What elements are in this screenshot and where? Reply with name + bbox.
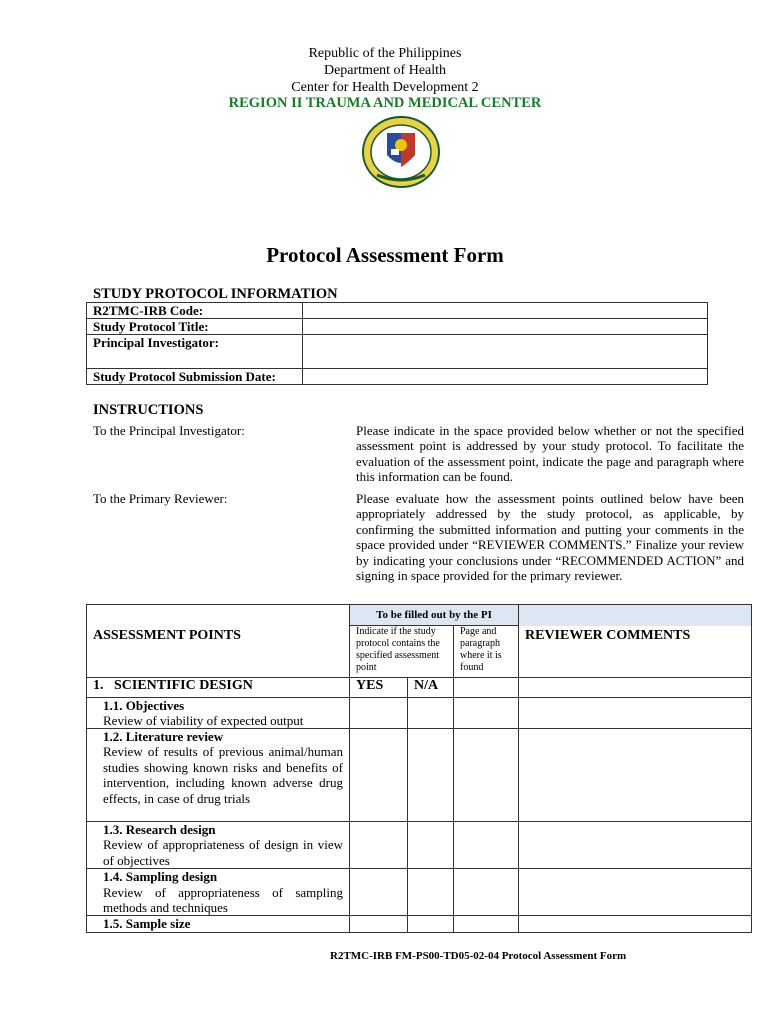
yes-cell[interactable] [350, 869, 408, 916]
comments-cell[interactable] [519, 869, 752, 916]
form-footer: R2TMC-IRB FM-PS00-TD05-02-04 Protocol Assessment Form [330, 950, 627, 962]
pi-instruction-text: Please indicate in the space provided below whether or not the specified assessment point is addressed by your study protocol. To facilitate the evaluation of the assessment point, indicate the page and paragraph where this information can be found. [356, 423, 744, 485]
na-column-header: N/A [408, 678, 454, 698]
page-cell[interactable] [454, 698, 519, 729]
yes-cell[interactable] [350, 822, 408, 869]
protocol-title-field[interactable] [303, 319, 708, 335]
field-row-title [87, 319, 708, 335]
comments-cell[interactable] [519, 916, 752, 933]
comments-cell[interactable] [519, 698, 752, 729]
page-column-header: Page and paragraph where it is found [454, 626, 519, 678]
header-line-3: Center for Health Development 2 [291, 80, 479, 95]
table-row [87, 729, 752, 822]
header-line-2: Department of Health [323, 63, 447, 78]
na-cell[interactable] [408, 822, 454, 869]
item-title: 1.4. Sampling design [103, 869, 218, 885]
yes-cell[interactable] [350, 916, 408, 933]
field-row-pi [87, 335, 708, 369]
assessment-points-header: ASSESSMENT POINTS [87, 626, 350, 678]
item-title: 1.3. Research design [103, 822, 216, 837]
yes-column-header: YES [350, 678, 408, 698]
reviewer-instruction-label: To the Primary Reviewer: [93, 491, 228, 506]
pi-section-header: To be filled out by the PI [350, 605, 519, 626]
na-cell[interactable] [408, 916, 454, 933]
study-info-table [86, 302, 708, 385]
hospital-seal-logo [361, 115, 441, 189]
reviewer-comments-header: REVIEWER COMMENTS [519, 626, 752, 678]
irb-code-field[interactable] [303, 303, 708, 319]
page-cell[interactable] [454, 916, 519, 933]
comments-cell[interactable] [519, 822, 752, 869]
field-label: Principal Investigator: [87, 335, 303, 369]
item-description: Review of appropriateness of sampling methods and techniques [103, 884, 343, 916]
institution-name: REGION II TRAUMA AND MEDICAL CENTER [228, 95, 542, 111]
na-cell[interactable] [408, 729, 454, 822]
principal-investigator-field[interactable] [303, 335, 708, 369]
item-title: 1.2. Literature review [103, 729, 224, 744]
reviewer-instruction-text: Please evaluate how the assessment points outlined below have been appropriately addressed by the study protocol, as applicable, by confirming the submitted information and putting your comments in the space provided under “REVIEWER COMMENTS.” Finalize your review by indicating your conclusions under “RECOMMENDED ACTION” and signing in space provided for the primary reviewer. [356, 491, 744, 584]
field-row-date [87, 369, 708, 385]
item-title: 1.5. Sample size [103, 916, 191, 932]
yes-cell[interactable] [350, 698, 408, 729]
assessment-table [86, 604, 752, 933]
comments-cell[interactable] [519, 729, 752, 822]
field-label: Study Protocol Title: [87, 319, 303, 335]
page-cell[interactable] [454, 729, 519, 822]
page-cell[interactable] [454, 822, 519, 869]
form-title: Protocol Assessment Form [266, 243, 504, 267]
na-cell[interactable] [408, 698, 454, 729]
instructions-heading: INSTRUCTIONS [93, 402, 204, 418]
pi-instruction-label: To the Principal Investigator: [93, 423, 245, 438]
field-label: Study Protocol Submission Date: [87, 369, 303, 385]
table-row [87, 916, 752, 933]
table-row [87, 822, 752, 869]
field-label: R2TMC-IRB Code: [87, 303, 303, 319]
item-description: Review of viability of expected output [103, 713, 304, 728]
yes-cell[interactable] [350, 729, 408, 822]
header-line-1: Republic of the Philippines [308, 46, 462, 61]
table-row [87, 869, 752, 916]
field-row-irb-code [87, 303, 708, 319]
submission-date-field[interactable] [303, 369, 708, 385]
page-cell[interactable] [454, 869, 519, 916]
indicate-column-header: Indicate if the study protocol contains the specified assessment point [350, 626, 454, 678]
table-row [87, 698, 752, 729]
na-cell[interactable] [408, 869, 454, 916]
item-description: Review of appropriateness of design in view of objectives [103, 837, 343, 868]
item-title: 1.1. Objectives [103, 698, 185, 713]
section-scientific-design: 1. SCIENTIFIC DESIGN [87, 678, 350, 698]
item-description: Review of results of previous animal/human studies showing known risks and benefits of intervention, including known adverse drug effects, in case of drug trials [103, 744, 343, 806]
study-info-heading: STUDY PROTOCOL INFORMATION [93, 286, 338, 302]
